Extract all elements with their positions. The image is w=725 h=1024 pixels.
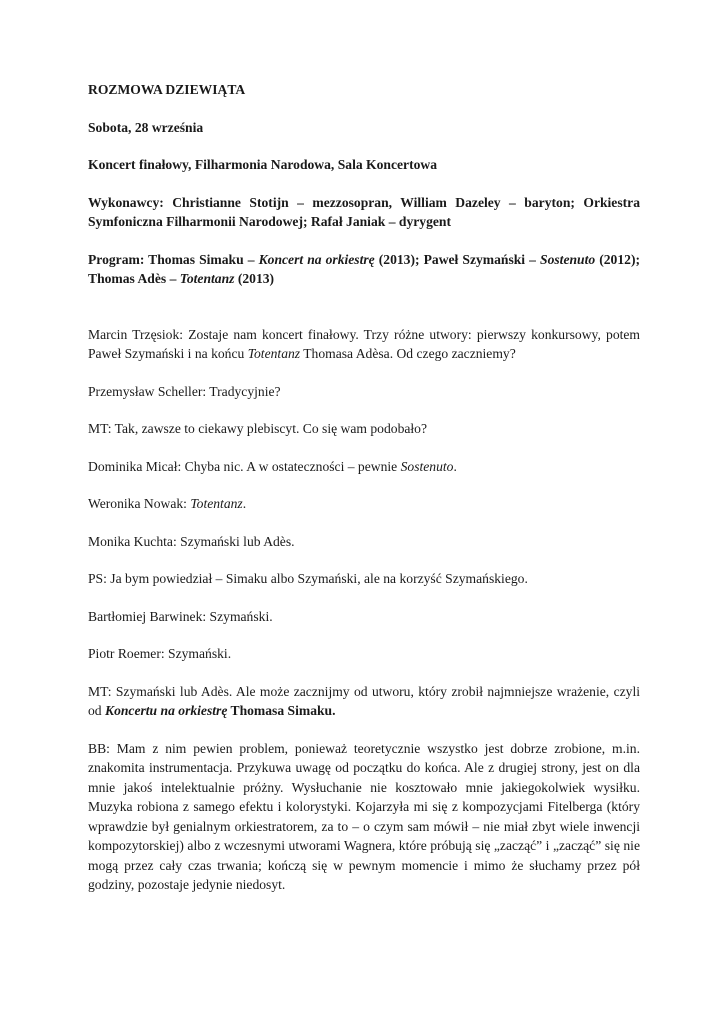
dialogue-paragraph bbox=[88, 494, 640, 514]
dialogue-text: . bbox=[453, 458, 457, 474]
dialogue-text: MT: Szymański lub Adès. Ale może zacznijmy od utworu, który zrobił najmniejsze wrażenie, czyli od bbox=[88, 683, 640, 718]
performers: Wykonawcy: Christianne Stotijn – mezzosopran, William Dazeley – baryton; Orkiestra Symfoniczna Filharmonii Narodowej; Rafał Janiak – dyrygent bbox=[88, 194, 640, 229]
dialogue-text: . bbox=[242, 496, 247, 511]
dialogue-paragraph: Piotr Roemer: Szymański. bbox=[88, 646, 232, 661]
document-page bbox=[88, 80, 640, 913]
work-title: Koncertu na orkiestrę bbox=[105, 703, 228, 718]
dialogue-text: Thomasa Adèsa. Od czego zaczniemy? bbox=[300, 346, 516, 361]
dialogue-paragraph bbox=[88, 325, 640, 364]
dialogue-paragraph: Monika Kuchta: Szymański lub Adès. bbox=[88, 533, 295, 549]
program-work-title: Koncert na orkiestrę bbox=[258, 251, 375, 267]
program-text: Program: Thomas Simaku – bbox=[88, 251, 259, 267]
program-work-title: Totentanz bbox=[179, 271, 235, 286]
dialogue-paragraph: BB: Mam z nim pewien problem, ponieważ teoretycznie wszystko jest dobrze zrobione, m.in. znakomita instrumentacja. Przykuwa uwagę od początku do końca. Ale z drugiej strony, jest on dla mnie jakoś intelektualnie próżny. Wysłuchanie nie kosztowało mnie jakiegokolwiek wysiłku. Muzyka robiona z samego efektu i kolorystyki. Kojarzyła mi się z kompozycjami Fitelberga (który wprawdzie był genialnym orkiestratorem, za to – o czym sam mówił – nie miał zbyt wiele inwencji kompozytorskiej) albo z wczesnymi utworami Wagnera, które próbują się „zacząć” i „zacząć” się nie mogą przez cały czas trwania; kończą się w pewnym momencie i mimo że słuchamy przez pół godziny, pozostaje jedynie niedosyt. bbox=[88, 740, 640, 892]
dialogue-text-bold: Thomasa Simaku. bbox=[227, 703, 336, 718]
program bbox=[88, 250, 640, 289]
work-title: Totentanz bbox=[247, 346, 301, 361]
dialogue-paragraph: Przemysław Scheller: Tradycyjnie? bbox=[88, 383, 281, 399]
event-date: Sobota, 28 września bbox=[88, 119, 204, 135]
program-text: (2012); Thomas Adès – bbox=[88, 251, 641, 286]
document-title: ROZMOWA DZIEWIĄTA bbox=[88, 82, 246, 97]
dialogue-paragraph bbox=[88, 682, 640, 721]
work-title: Totentanz bbox=[190, 496, 243, 511]
dialogue-paragraph: PS: Ja bym powiedział – Simaku albo Szymański, ale na korzyść Szymańskiego. bbox=[88, 571, 528, 586]
dialogue-text: Weronika Nowak: bbox=[88, 496, 191, 511]
dialogue-paragraph: MT: Tak, zawsze to ciekawy plebiscyt. Co się wam podobało? bbox=[88, 421, 428, 436]
work-title: Sostenuto bbox=[400, 458, 454, 474]
program-text: (2013) bbox=[234, 271, 275, 286]
event-venue: Koncert finałowy, Filharmonia Narodowa, Sala Koncertowa bbox=[88, 157, 438, 172]
dialogue-text: Dominika Micał: Chyba nic. A w ostateczności – pewnie bbox=[88, 458, 401, 474]
dialogue-paragraph bbox=[88, 457, 640, 477]
program-text: (2013); Paweł Szymański – bbox=[374, 251, 541, 267]
dialogue-text: Marcin Trzęsiok: Zostaje nam koncert finałowy. Trzy różne utwory: pierwszy konkursowy, potem Paweł Szymański i na końcu bbox=[88, 326, 640, 361]
program-work-title: Sostenuto bbox=[540, 251, 596, 267]
dialogue-paragraph: Bartłomiej Barwinek: Szymański. bbox=[88, 608, 273, 624]
